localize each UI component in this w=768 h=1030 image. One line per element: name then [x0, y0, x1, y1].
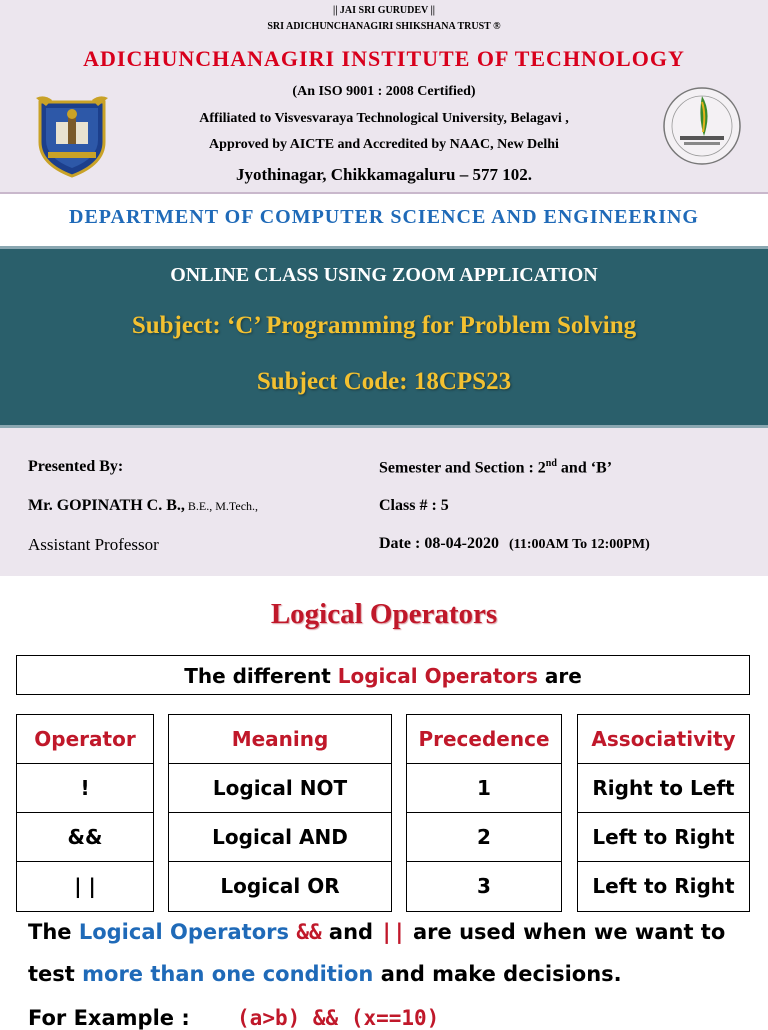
address-text: Jyothinagar, Chikkamagaluru – 577 102.: [236, 165, 532, 184]
intro-post: are: [537, 664, 582, 688]
associativity-column: [577, 714, 750, 912]
subject-code: Subject Code: 18CPS23: [256, 368, 512, 395]
class-date: Date : 08-04-2020: [379, 535, 499, 552]
p1-and-operator: &&: [296, 920, 322, 944]
p1-text: The: [28, 920, 79, 944]
associativity-cell: Left to Right: [592, 874, 735, 898]
paragraph-line-2: [28, 962, 622, 986]
meaning-cell: Logical OR: [220, 874, 340, 898]
p2-highlight: more than one condition: [82, 962, 374, 986]
p2-rest: and make decisions.: [373, 962, 622, 986]
semester-sup: nd: [545, 458, 557, 469]
presented-by-label: Presented By:: [28, 458, 124, 475]
trust-name: SRI ADICHUNCHANAGIRI SHIKSHANA TRUST ®: [267, 21, 501, 32]
slide-title: Logical Operators: [270, 598, 498, 630]
institute-crest-icon: [32, 92, 112, 178]
p1-and: and: [321, 920, 381, 944]
header-meaning: Meaning: [169, 715, 391, 764]
online-class-heading: ONLINE CLASS USING ZOOM APPLICATION: [170, 264, 598, 286]
presenter-degree: B.E., M.Tech.,: [184, 499, 259, 513]
p1-or-operator: ||: [380, 920, 406, 944]
intro-highlight: Logical Operators: [337, 664, 538, 688]
precedence-cell: 1: [407, 764, 561, 813]
precedence-column: [406, 714, 562, 912]
class-number: Class # : 5: [379, 497, 449, 514]
p1-highlight: Logical Operators: [78, 920, 289, 944]
intro-box: [16, 655, 750, 695]
meaning-column: [168, 714, 392, 912]
example-label: For Example :: [28, 1006, 190, 1030]
paragraph-line-3: [28, 1006, 439, 1030]
header-operator: Operator: [17, 715, 153, 764]
presenter-name: Mr. GOPINATH C. B.,: [28, 497, 185, 514]
semester-section: [379, 458, 612, 477]
approval-text: Approved by AICTE and Accredited by NAAC, New Delhi: [209, 137, 559, 152]
precedence-cell: 3: [477, 874, 491, 898]
class-time: (11:00AM To 12:00PM): [508, 537, 650, 552]
operator-column: [16, 714, 154, 912]
p2-text: test: [28, 962, 83, 986]
intro-pre: The different: [184, 664, 338, 688]
class-date-line: [379, 535, 650, 553]
meaning-cell: Logical AND: [169, 813, 391, 862]
associativity-cell: Right to Left: [578, 764, 749, 813]
semester-suffix: and ‘B’: [556, 459, 613, 477]
meaning-cell: Logical NOT: [169, 764, 391, 813]
presenter-role: Assistant Professor: [28, 535, 159, 554]
affiliation-text: Affiliated to Visvesvaraya Technological University, Belagavi ,: [199, 111, 569, 126]
precedence-cell: 2: [407, 813, 561, 862]
example-expression: (a>b) && (x==10): [237, 1006, 440, 1030]
operator-cell: | |: [74, 874, 96, 898]
department-seal-icon: [660, 84, 744, 170]
semester-prefix: Semester and Section : 2: [379, 459, 546, 477]
p1-rest: are used when we want to: [405, 920, 726, 944]
operator-cell: &&: [17, 813, 153, 862]
subject-title: Subject: ‘C’ Programming for Problem Solving: [131, 312, 637, 339]
presenter-line: [28, 497, 258, 515]
iso-certification: (An ISO 9001 : 2008 Certified): [292, 84, 476, 99]
associativity-cell: Left to Right: [578, 813, 749, 862]
operator-cell: !: [17, 764, 153, 813]
paragraph-line-1: [28, 920, 725, 944]
trust-motto: || JAI SRI GURUDEV ||: [333, 5, 435, 16]
department-name: DEPARTMENT OF COMPUTER SCIENCE AND ENGINEERING: [69, 206, 699, 228]
institute-name: ADICHUNCHANAGIRI INSTITUTE OF TECHNOLOGY: [83, 46, 685, 71]
header-precedence: Precedence: [407, 715, 561, 764]
header-associativity: Associativity: [578, 715, 749, 764]
